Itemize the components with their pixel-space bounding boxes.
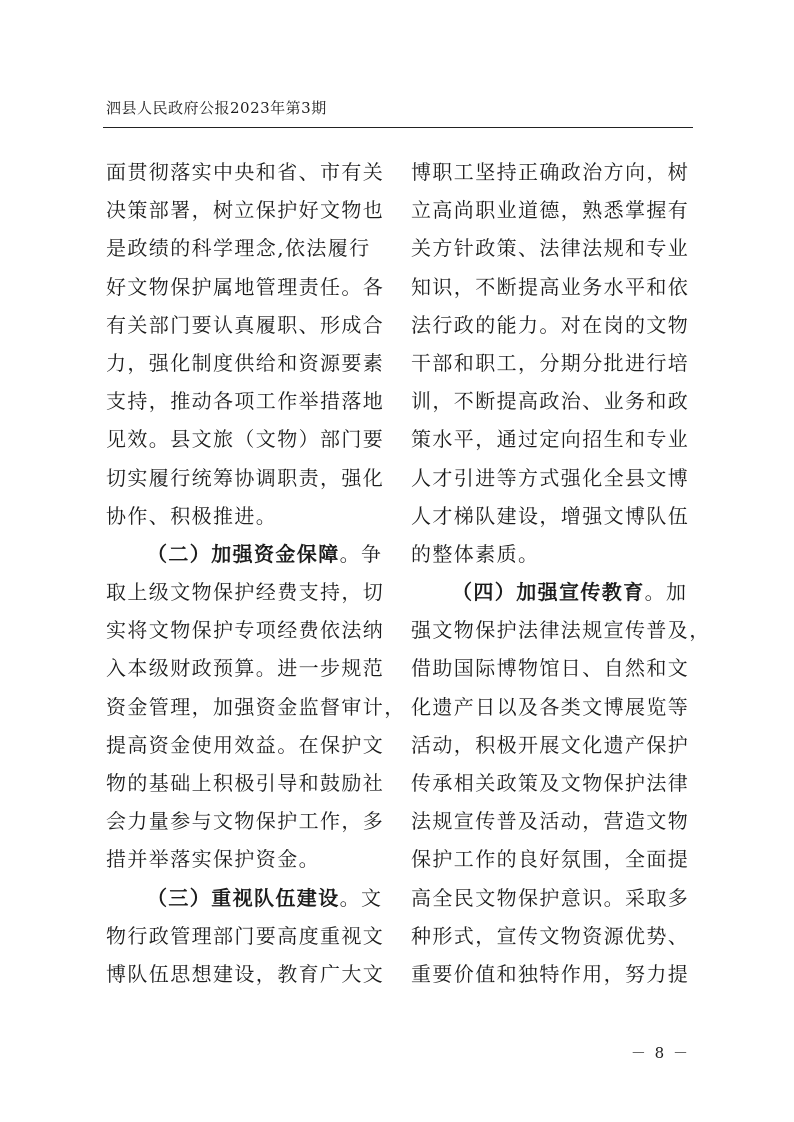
section-heading: （二）加强资金保障 <box>147 541 340 566</box>
line-text: 入本级财政预算。进一步规范 <box>106 656 385 681</box>
line-text: 。文 <box>339 885 383 910</box>
line-text: 物行政管理部门要高度重视文 <box>106 923 385 948</box>
line-text: 见效。县文旅（文物）部门要 <box>106 427 385 452</box>
text-line <box>411 696 697 734</box>
line-text: 重要价值和独特作用，努力提 <box>411 961 690 986</box>
line-text: 保护工作的良好氛围，全面提 <box>411 847 690 872</box>
line-text: 活动，积极开展文化遗产保护 <box>411 732 690 757</box>
line-text: 实将文物保护专项经费依法纳 <box>106 618 385 643</box>
line-text: 干部和职工，分期分批进行培 <box>411 350 690 375</box>
text-line <box>411 276 697 314</box>
line-text: 知识，不断提高业务水平和依 <box>411 274 690 299</box>
line-text: 好文物保护属地管理责任。各 <box>106 274 385 299</box>
line-text: 。加 <box>644 580 688 605</box>
text-line <box>411 161 697 199</box>
line-text: 博队伍思想建设，教育广大文 <box>106 961 385 986</box>
text-line <box>411 467 697 505</box>
line-text: 取上级文物保护经费支持，切 <box>106 580 385 605</box>
text-line <box>106 276 392 314</box>
text-line <box>106 161 392 199</box>
text-line <box>106 467 392 505</box>
text-line <box>106 390 392 428</box>
line-text: 训，不断提高政治、业务和政 <box>411 389 690 414</box>
text-line <box>411 772 697 810</box>
text-line <box>106 734 392 772</box>
line-text: 措并举落实保护资金。 <box>106 847 320 872</box>
left-column <box>106 160 406 1001</box>
text-line <box>106 505 392 543</box>
text-line <box>106 237 392 275</box>
line-text: 是政绩的科学理念,依法履行 <box>106 236 371 261</box>
line-text: 切实履行统筹协调职责，强化 <box>106 465 385 490</box>
text-line <box>411 657 697 695</box>
text-line <box>106 581 392 619</box>
text-line <box>411 887 697 925</box>
line-text: 法规宣传普及活动，营造文物 <box>411 809 690 834</box>
line-text: 法行政的能力。对在岗的文物 <box>411 312 690 337</box>
text-line <box>106 772 392 810</box>
text-line <box>106 619 392 657</box>
publication-header: 泗县人民政府公报2023年第3期 <box>106 99 327 117</box>
text-line <box>106 963 392 1001</box>
text-line <box>106 810 392 848</box>
line-text: 传承相关政策及文物保护法律 <box>411 771 690 795</box>
section-heading: （四）加强宣传教育 <box>452 580 645 605</box>
text-line <box>411 810 697 848</box>
text-line <box>106 694 406 734</box>
line-text: 博职工坚持正确政治方向，树 <box>411 160 690 184</box>
text-line <box>106 848 392 886</box>
text-line <box>106 199 392 237</box>
text-line <box>411 199 697 237</box>
text-line <box>106 314 392 352</box>
text-line <box>411 963 697 1001</box>
line-text: 关方针政策、法律法规和专业 <box>411 236 690 261</box>
line-text: 人才梯队建设，增强文博队伍 <box>411 503 690 528</box>
line-text: 提高资金使用效益。在保护文 <box>106 732 385 757</box>
line-text: 会力量参与文物保护工作，多 <box>106 809 385 834</box>
right-column <box>411 160 711 1001</box>
line-text: 的整体素质。 <box>411 541 540 566</box>
line-text: 强文物保护法律法规宣传普及， <box>411 618 711 643</box>
section-heading: （三）重视队伍建设 <box>147 885 340 910</box>
line-text: 决策部署，树立保护好文物也 <box>106 198 385 223</box>
text-line <box>411 428 697 466</box>
text-line <box>411 505 697 543</box>
section-heading-line <box>106 543 392 581</box>
text-line <box>411 925 697 963</box>
line-text: 借助国际博物馆日、自然和文 <box>411 656 690 681</box>
text-line <box>411 237 697 275</box>
line-text: 支持，推动各项工作举措落地 <box>106 389 385 414</box>
line-text: 面贯彻落实中央和省、市有关 <box>106 160 385 184</box>
text-line <box>411 543 697 581</box>
line-text: 协作、积极推进。 <box>106 503 278 528</box>
header-rule <box>103 127 693 128</box>
text-line <box>106 352 392 390</box>
line-text: 策水平，通过定向招生和专业 <box>411 427 690 452</box>
section-heading-line <box>411 581 697 619</box>
section-heading-line <box>106 887 392 925</box>
text-line <box>411 390 697 428</box>
line-text: 力，强化制度供给和资源要素 <box>106 350 385 375</box>
text-line <box>411 314 697 352</box>
text-line <box>411 734 697 772</box>
line-text: 人才引进等方式强化全县文博 <box>411 465 690 490</box>
line-text: 化遗产日以及各类文博展览等 <box>411 694 690 719</box>
line-text: 有关部门要认真履职、形成合 <box>106 312 385 337</box>
line-text: 资金管理，加强资金监督审计， <box>106 694 406 719</box>
text-line <box>411 618 711 657</box>
text-line <box>411 848 697 886</box>
line-text: 。争 <box>339 541 383 566</box>
page-number: － 8 － <box>630 1044 690 1062</box>
line-text: 种形式，宣传文物资源优势、 <box>411 923 690 948</box>
text-line <box>106 657 392 695</box>
line-text: 立高尚职业道德，熟悉掌握有 <box>411 198 690 223</box>
text-line <box>411 352 697 390</box>
text-line <box>106 428 392 466</box>
line-text: 物的基础上积极引导和鼓励社 <box>106 771 385 795</box>
text-line <box>106 925 392 963</box>
line-text: 高全民文物保护意识。采取多 <box>411 885 690 910</box>
